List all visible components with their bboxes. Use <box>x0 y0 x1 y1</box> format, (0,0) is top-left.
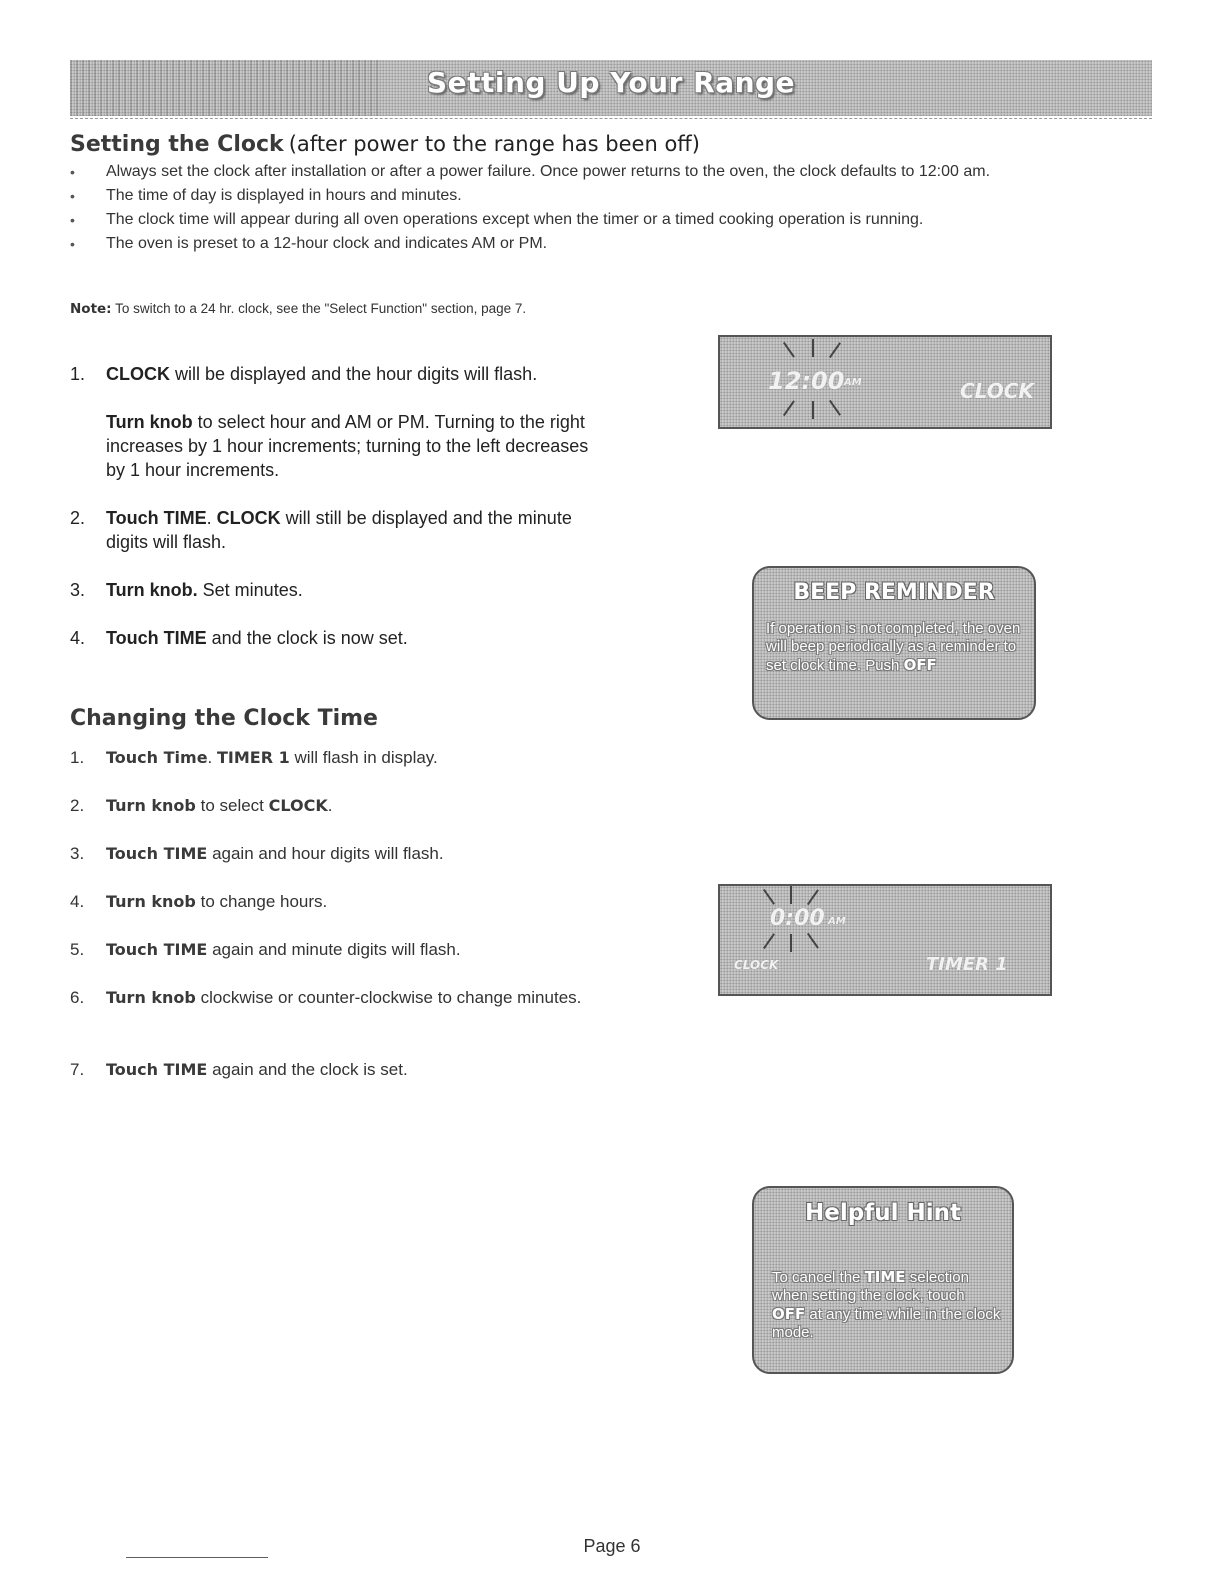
list-item: • The oven is preset to a 12-hour clock and indicates AM or PM. <box>70 232 1170 256</box>
note <box>70 298 630 320</box>
callout-body: To cancel the TIME selection when setting the clock, touch OFF at any time while in the clock mode. <box>772 1268 1001 1341</box>
step-item: 6. Turn knob clockwise or counter-clockwise to change minutes. <box>70 988 582 1007</box>
list-item: • The time of day is displayed in hours and minutes. <box>70 184 1170 208</box>
flash-ray-icon <box>783 400 795 416</box>
step-item: 5. Touch TIME again and minute digits will flash. <box>70 940 461 959</box>
section-heading-changing-clock <box>70 706 378 731</box>
step-item: Turn knob to select hour and AM or PM. Turning to the right increases by 1 hour increments; turning to the left decreases by 1 hour increments. <box>106 412 589 480</box>
bullet-list <box>70 160 1170 256</box>
flash-ray-icon <box>763 933 775 949</box>
section-banner <box>70 60 1152 116</box>
bullet-icon: • <box>70 212 75 228</box>
step-item: 3. Turn knob. Set minutes. <box>70 580 303 600</box>
bullet-icon: • <box>70 188 75 204</box>
display-time: 0:00 <box>770 906 825 931</box>
note-text: To switch to a 24 hr. clock, see the "Select Function" section, page 7. <box>115 301 527 316</box>
bullet-icon: • <box>70 164 75 180</box>
flash-ray-icon <box>807 933 819 949</box>
step-item: 2. Turn knob to select CLOCK. <box>70 796 333 815</box>
banner-divider <box>70 118 1152 119</box>
list-item: • Always set the clock after installation or after a power failure. Once power returns to the oven, the clock defaults to 12:00 am. <box>70 160 1170 184</box>
display-am: AM <box>844 377 862 388</box>
flash-ray-icon <box>783 342 795 358</box>
flash-ray-icon <box>790 886 792 904</box>
step-item: 2. Touch TIME. CLOCK will still be displayed and the minute digits will flash. <box>70 508 572 552</box>
display-am: AM <box>828 916 846 927</box>
section-subtitle: (after power to the range has been off) <box>288 132 700 156</box>
step-item: 1. CLOCK will be displayed and the hour digits will flash. <box>70 364 538 384</box>
step-item: 7. Touch TIME again and the clock is set. <box>70 1060 408 1079</box>
step-item: 1. Touch Time. TIMER 1 will flash in display. <box>70 748 438 767</box>
beep-reminder-callout <box>752 566 1036 720</box>
banner-title: Setting Up Your Range <box>426 66 796 99</box>
display-left-label: CLOCK <box>734 958 779 972</box>
section-title: Setting the Clock <box>70 132 284 157</box>
footer-rule <box>126 1557 268 1558</box>
step-item: 4. Turn knob to change hours. <box>70 892 328 911</box>
flash-ray-icon <box>812 339 814 357</box>
bullet-icon: • <box>70 236 75 252</box>
clock-display-illustration <box>718 335 1052 429</box>
step-item: 4. Touch TIME and the clock is now set. <box>70 628 408 648</box>
callout-title: BEEP REMINDER <box>793 580 995 605</box>
list-item: • The clock time will appear during all oven operations except when the timer or a timed cooking operation is running. <box>70 208 1170 232</box>
callout-body: If operation is not completed, the oven will beep periodically as a reminder to set clock time. Push OFF <box>766 620 1021 674</box>
step-item: 3. Touch TIME again and hour digits will flash. <box>70 844 444 863</box>
timer-display-illustration <box>718 884 1052 996</box>
display-label: TIMER 1 <box>926 954 1008 975</box>
display-time: 12:00 <box>768 367 845 395</box>
flash-ray-icon <box>763 889 775 905</box>
page-number: Page 6 <box>583 1536 641 1556</box>
flash-ray-icon <box>807 889 819 905</box>
callout-title: Helpful Hint <box>805 1200 961 1226</box>
helpful-hint-callout <box>752 1186 1014 1374</box>
section-heading-setting-clock <box>70 132 700 157</box>
note-label: Note: <box>70 301 112 317</box>
flash-ray-icon <box>829 342 841 358</box>
section-title: Changing the Clock Time <box>70 706 378 731</box>
flash-ray-icon <box>812 401 814 419</box>
flash-ray-icon <box>790 934 792 952</box>
flash-ray-icon <box>829 400 841 416</box>
display-label: CLOCK <box>960 379 1034 403</box>
